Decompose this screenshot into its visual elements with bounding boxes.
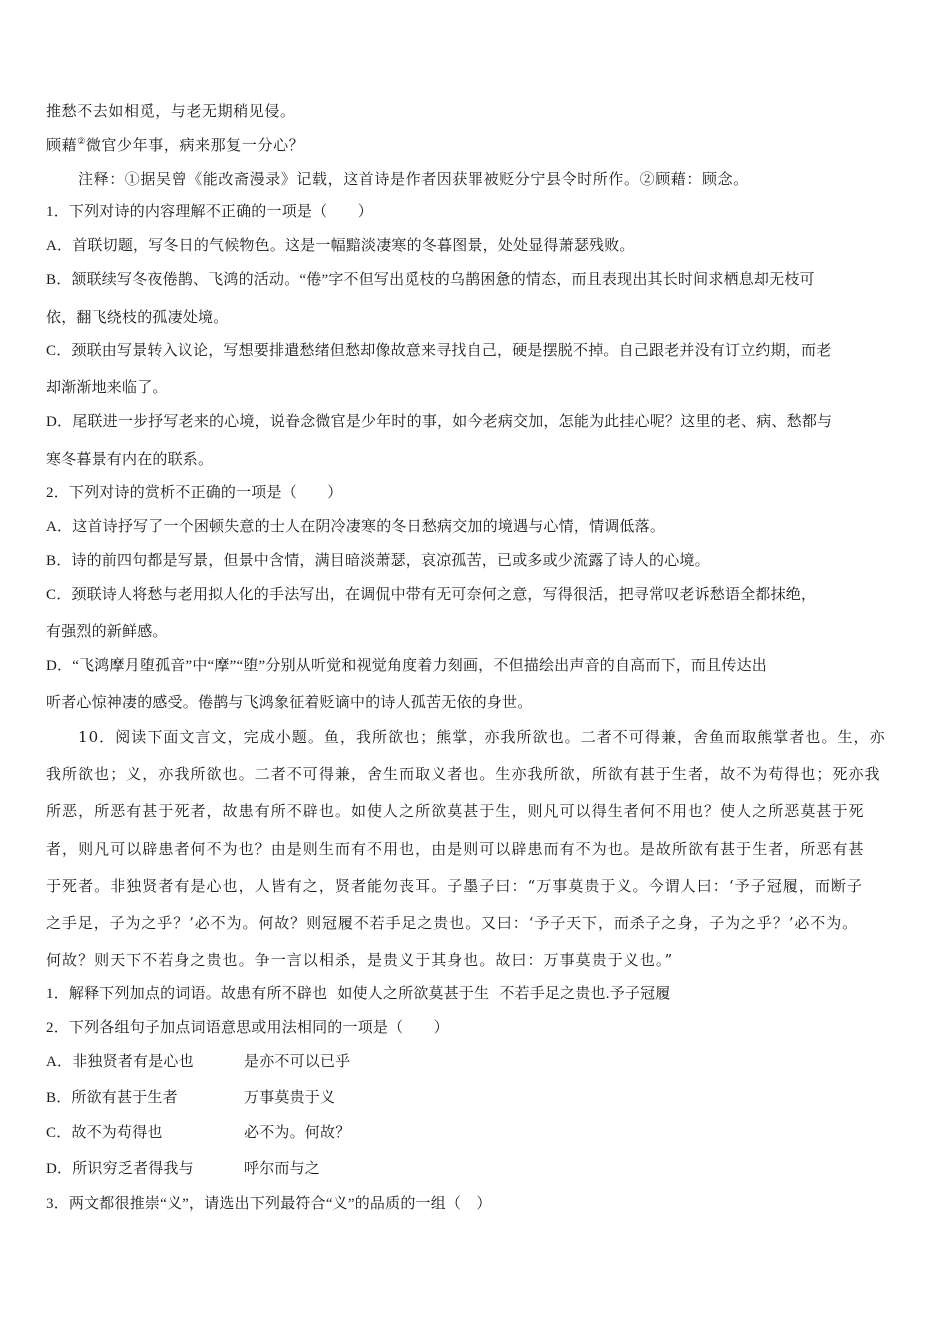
q1-option-c-line-1: C．颈联由写景转入议论，写想要排遣愁绪但愁却像故意来寻找自己，硬是摆脱不掉。自己跟老并没有订立约期，而老 xyxy=(46,343,832,359)
q2-option-b: B．诗的前四句都是写景，但景中含情，满目暗淡萧瑟，哀凉孤苦，已或多或少流露了诗人的心境。 xyxy=(46,553,710,569)
passage-line-7: 何故？则天下不若身之贵也。争一言以相杀，是贵义于其身也。故曰：万事莫贵于义也。” xyxy=(46,951,674,969)
passage-line-3: 所恶，所恶有甚于死者，故患有所不辟也。如使人之所欲莫甚于生，则凡可以得生者何不用也？使人之所恶莫甚于死 xyxy=(46,802,865,820)
q4-row-c-right: 必不为。何故？ xyxy=(244,1125,351,1141)
poem-line-2-post: 微官少年事，病来那复一分心？ xyxy=(85,136,305,154)
q2-stem: 2．下列对诗的赏析不正确的一项是（ ） xyxy=(46,485,343,501)
poem-line-1: 推愁不去如相觅，与老无期稍见侵。 xyxy=(46,102,296,120)
q4-row-a-left: A．非独贤者有是心也 xyxy=(46,1054,194,1070)
footnote-marker-2: ② xyxy=(77,137,86,147)
passage-line-6: 之手足，子为之乎？’必不为。何故？则冠履不若手足之贵也。又曰：‘予子天下，而杀子之身，子为之乎？’必不为。 xyxy=(46,914,859,932)
q3-stem-part-4: 予子冠履 xyxy=(609,986,671,1002)
poem-line-2 xyxy=(46,134,916,156)
q1-stem: 1．下列对诗的内容理解不正确的一项是（ ） xyxy=(46,204,373,220)
q2-option-d-line-2: 听者心惊神凄的感受。倦鹊与飞鸿象征着贬谪中的诗人孤苦无依的身世。 xyxy=(46,695,533,711)
q1-option-d-line-2: 寒冬暮景有内在的联系。 xyxy=(46,452,214,468)
emphasis-dot: . xyxy=(605,986,610,1002)
q4-row-c xyxy=(46,1122,916,1144)
q1-option-c-line-2: 却渐渐地来临了。 xyxy=(46,380,168,396)
passage-line-5: 于死者。非独贤者有是心也，人皆有之，贤者能勿丧耳。子墨子曰：“万事莫贵于义。今谓人曰：‘予子冠履，而断子 xyxy=(46,877,864,895)
q4-row-d xyxy=(46,1158,916,1180)
poem-line-2-pre: 顾藉 xyxy=(46,136,78,154)
q1-option-b-line-2: 依，翻飞绕枝的孤凄处境。 xyxy=(46,310,229,326)
q4-row-a xyxy=(46,1051,916,1073)
q4-stem: 2．下列各组句子加点词语意思或用法相同的一项是（ ） xyxy=(46,1020,449,1036)
passage-line-4: 者，则凡可以辟患者何不为也？由是则生而有不用也，由是则可以辟患而有不为也。是故所欲有甚于生者，所恶有甚 xyxy=(46,840,865,858)
q4-row-d-left: D．所识穷乏者得我与 xyxy=(46,1161,194,1177)
q2-option-d-line-1: D．“飞鸿摩月堕孤音”中“摩”“堕”分别从听觉和视觉角度着力刻画，不但描绘出声音的自高而下，而且传达出 xyxy=(46,658,767,674)
q5-stem: 3．两文都很推崇“义”，请选出下列最符合“义”的品质的一组（ ） xyxy=(46,1196,492,1212)
poem-note: 注释：①据吴曾《能改斋漫录》记载，这首诗是作者因获罪被贬分宁县令时所作。②顾藉：顾念。 xyxy=(78,170,749,188)
passage-line-2: 我所欲也；义，亦我所欲也。二者不可得兼，舍生而取义者也。生亦我所欲，所欲有甚于生者，故不为苟得也；死亦我 xyxy=(46,765,881,783)
q4-row-c-left: C．故不为苟得也 xyxy=(46,1125,163,1141)
q2-option-c-line-2: 有强烈的新鲜感。 xyxy=(46,624,168,640)
q1-option-d-line-1: D．尾联进一步抒写老来的心境，说眷念微官是少年时的事，如今老病交加，怎能为此挂心呢？这里的老、病、愁都与 xyxy=(46,414,833,430)
q2-option-c-line-1: C．颈联诗人将愁与老用拟人化的手法写出，在调侃中带有无可奈何之意，写得很活，把寻常叹老诉愁语全都抹绝， xyxy=(46,587,817,603)
q4-row-b-left: B．所欲有甚于生者 xyxy=(46,1090,178,1106)
q4-row-d-right: 呼尔而与之 xyxy=(244,1161,321,1177)
q3-stem-part-1: 1．解释下列加点的词语。故患有所不辟也 xyxy=(46,986,328,1002)
q3-stem xyxy=(46,983,916,1005)
q3-stem-part-2: 如使人之所欲莫甚于生 xyxy=(337,986,490,1002)
q4-row-b xyxy=(46,1087,916,1109)
q1-option-a: A．首联切题，写冬日的气候物色。这是一幅黯淡凄寒的冬暮图景，处处显得萧瑟残败。 xyxy=(46,238,635,254)
q2-option-a: A．这首诗抒写了一个困顿失意的士人在阴冷凄寒的冬日愁病交加的境遇与心情，情调低落。 xyxy=(46,519,666,535)
q3-stem-part-3: 不若手足之贵也 xyxy=(499,986,606,1002)
passage-line-1: 10．阅读下面文言文，完成小题。鱼，我所欲也；熊掌，亦我所欲也。二者不可得兼，舍鱼而取熊掌者也。生，亦 xyxy=(78,728,886,746)
q1-option-b-line-1: B．颔联续写冬夜倦鹊、飞鸿的活动。“倦”字不但写出觅枝的乌鹊困惫的情态，而且表现出其长时间求栖息却无枝可 xyxy=(46,272,815,288)
q4-row-b-right: 万事莫贵于义 xyxy=(244,1090,336,1106)
q4-row-a-right: 是亦不可以已乎 xyxy=(244,1054,351,1070)
